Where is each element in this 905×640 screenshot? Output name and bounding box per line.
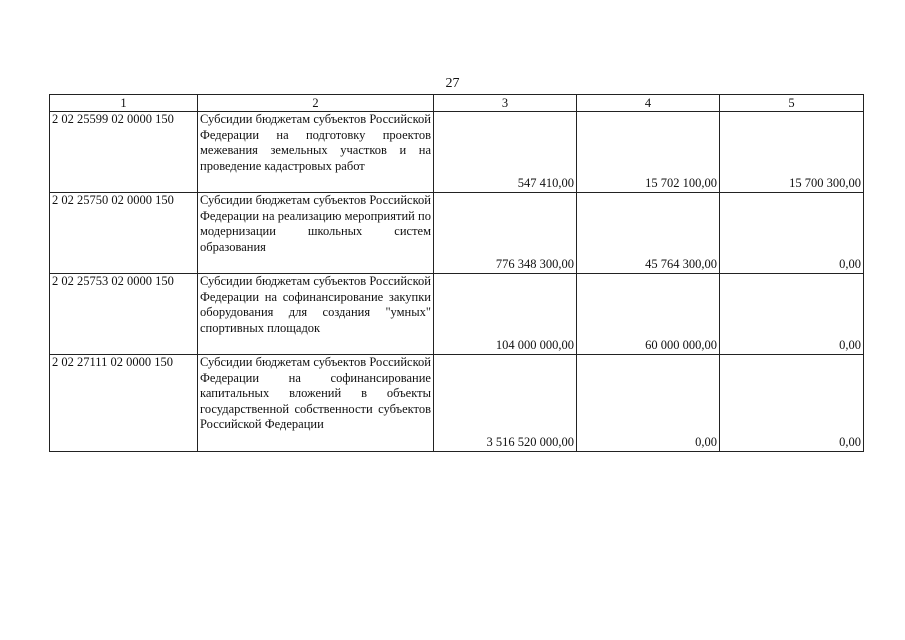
- column-header-5: 5: [720, 95, 864, 112]
- amount-col4-cell: 15 702 100,00: [577, 112, 720, 193]
- description-cell: Субсидии бюджетам субъектов Российской Федерации на софинансирование капитальных вложений в объекты государственной собственности субъектов Российской Федерации: [198, 355, 434, 452]
- table-row: [50, 112, 864, 193]
- description-cell: Субсидии бюджетам субъектов Российской Федерации на реализацию мероприятий по модернизации школьных систем образования: [198, 193, 434, 274]
- budget-code-cell: 2 02 25750 02 0000 150: [50, 193, 198, 274]
- table-row: [50, 355, 864, 452]
- amount-col3-cell: 104 000 000,00: [434, 274, 577, 355]
- amount-col3-cell: 3 516 520 000,00: [434, 355, 577, 452]
- page-number: 27: [445, 76, 460, 91]
- budget-code-cell: 2 02 25599 02 0000 150: [50, 112, 198, 193]
- column-header-3: 3: [434, 95, 577, 112]
- amount-col4-cell: 0,00: [577, 355, 720, 452]
- amount-col4-cell: 60 000 000,00: [577, 274, 720, 355]
- description-cell: Субсидии бюджетам субъектов Российской Федерации на софинансирование закупки оборудования для создания "умных" спортивных площадок: [198, 274, 434, 355]
- budget-code-cell: 2 02 27111 02 0000 150: [50, 355, 198, 452]
- amount-col3-cell: 776 348 300,00: [434, 193, 577, 274]
- table-row: [50, 193, 864, 274]
- header-row: [50, 95, 864, 112]
- amount-col5-cell: 0,00: [720, 355, 864, 452]
- column-header-1: 1: [50, 95, 198, 112]
- table-row: [50, 274, 864, 355]
- column-header-2: 2: [198, 95, 434, 112]
- amount-col4-cell: 45 764 300,00: [577, 193, 720, 274]
- budget-table: [49, 94, 864, 452]
- budget-code-cell: 2 02 25753 02 0000 150: [50, 274, 198, 355]
- amount-col5-cell: 0,00: [720, 274, 864, 355]
- amount-col5-cell: 15 700 300,00: [720, 112, 864, 193]
- description-cell: Субсидии бюджетам субъектов Российской Федерации на подготовку проектов межевания земельных участков и на проведение кадастровых работ: [198, 112, 434, 193]
- amount-col5-cell: 0,00: [720, 193, 864, 274]
- column-header-4: 4: [577, 95, 720, 112]
- amount-col3-cell: 547 410,00: [434, 112, 577, 193]
